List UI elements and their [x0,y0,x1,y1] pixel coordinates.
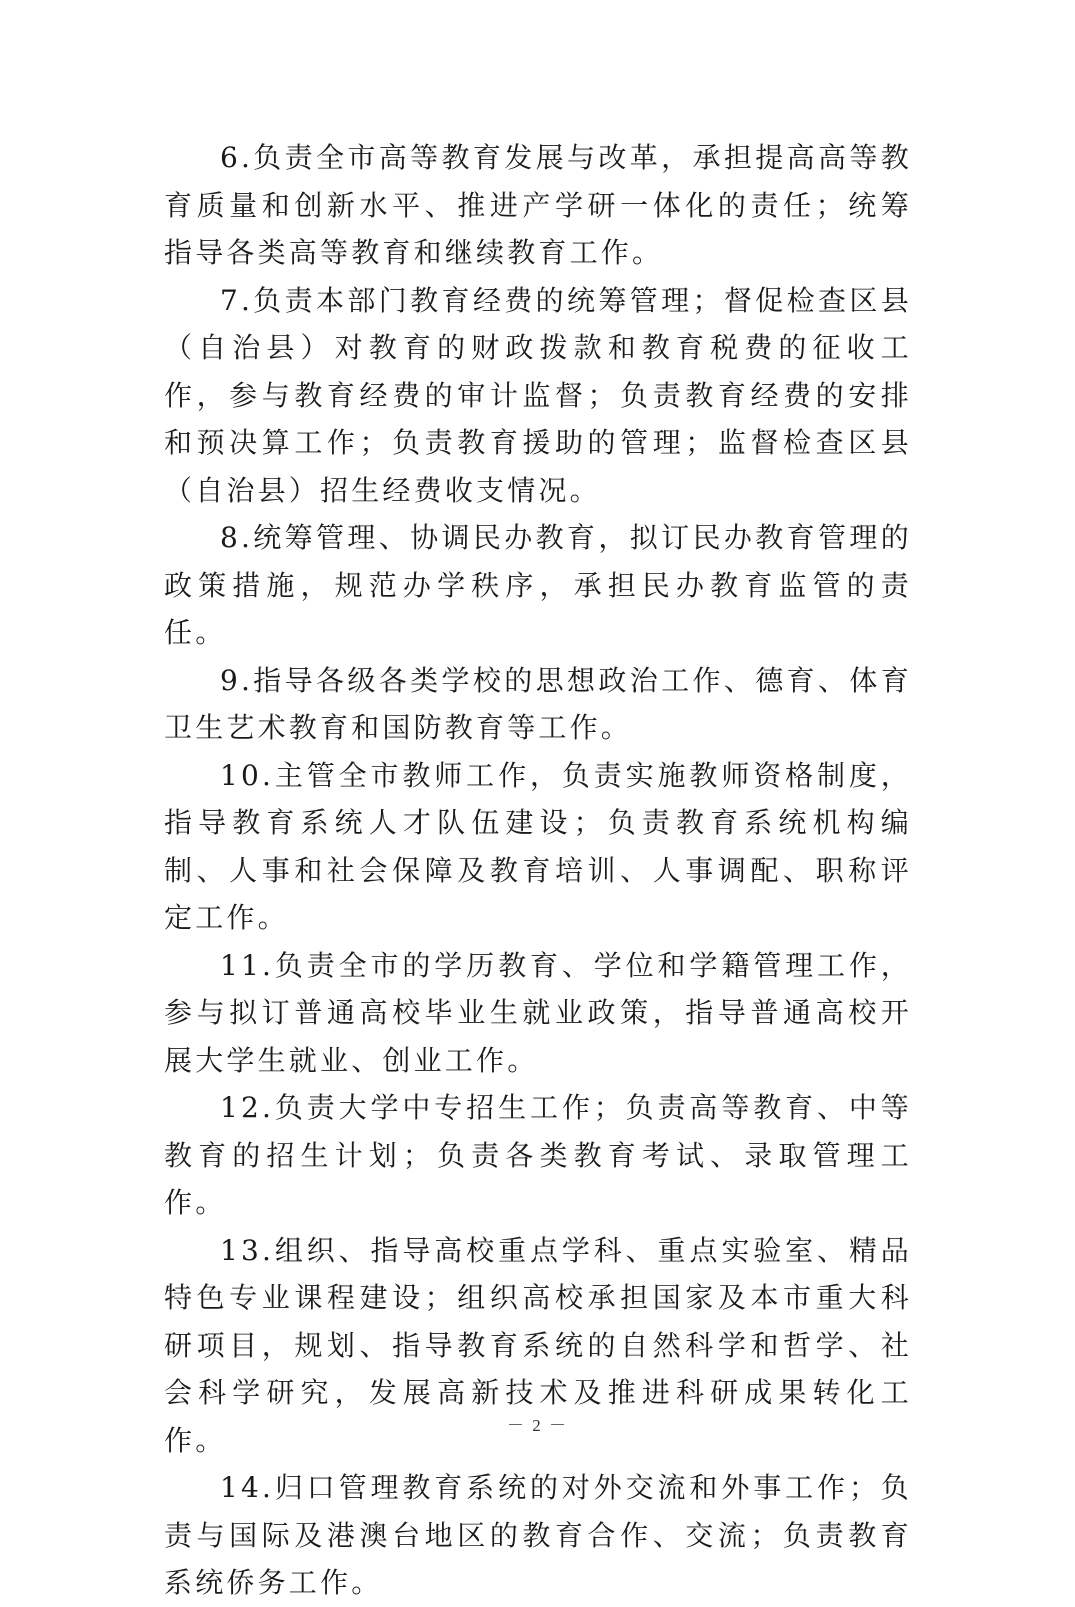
paragraph-item-6: 6.负责全市高等教育发展与改革，承担提高高等教育质量和创新水平、推进产学研一体化的责任；统筹指导各类高等教育和继续教育工作。 [164,141,912,269]
paragraph-item-7: 7.负责本部门教育经费的统筹管理；督促检查区县（自治县）对教育的财政拨款和教育税费的征收工作，参与教育经费的审计监督；负责教育经费的安排和预决算工作；负责教育援助的管理；监督检查区县（自治县）招生经费收支情况。 [164,283,912,507]
paragraph-item-14: 14.归口管理教育系统的对外交流和外事工作；负责与国际及港澳台地区的教育合作、交流；负责教育系统侨务工作。 [164,1471,912,1599]
paragraph-item-8: 8.统筹管理、协调民办教育，拟订民办教育管理的政策措施，规范办学秩序，承担民办教育监管的责任。 [164,521,912,649]
paragraph-item-11: 11.负责全市的学历教育、学位和学籍管理工作，参与拟订普通高校毕业生就业政策，指导普通高校开展大学生就业、创业工作。 [164,948,912,1077]
page-number: － 2 － [507,1416,568,1435]
paragraph-item-9: 9.指导各级各类学校的思想政治工作、德育、体育卫生艺术教育和国防教育等工作。 [164,663,912,744]
paragraph-item-12: 12.负责大学中专招生工作；负责高等教育、中等教育的招生计划；负责各类教育考试、录取管理工作。 [164,1091,912,1219]
document-body [164,134,912,1607]
paragraph-item-10: 10.主管全市教师工作，负责实施教师资格制度，指导教育系统人才队伍建设；负责教育系统机构编制、人事和社会保障及教育培训、人事调配、职称评定工作。 [164,758,912,934]
paragraph-item-13: 13.组织、指导高校重点学科、重点实验室、精品特色专业课程建设；组织高校承担国家及本市重大科研项目，规划、指导教育系统的自然科学和哲学、社会科学研究，发展高新技术及推进科研成果转化工作。 [164,1233,912,1457]
